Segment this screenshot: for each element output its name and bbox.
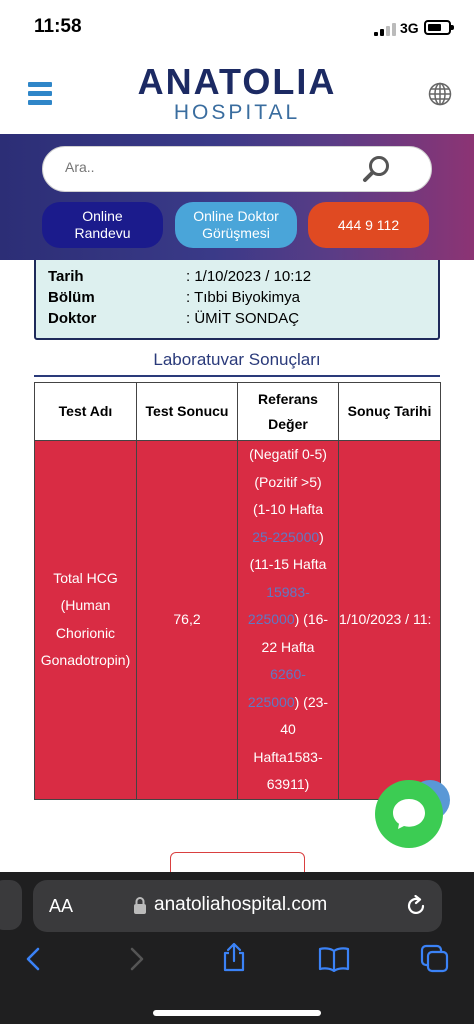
chat-button[interactable] [375,780,443,848]
search-box[interactable] [42,146,432,192]
reference-line [240,716,336,744]
site-header [0,56,474,134]
reference-text: 63911) [266,776,310,792]
test-result-cell: 76,2 [137,441,238,800]
reference-line [240,661,336,689]
previous-tab-stub[interactable] [0,880,22,930]
header-test-result: Test Sonucu [137,383,238,441]
online-doktor-label: Online Doktor Görüşmesi [193,208,279,241]
doktor-label: Doktor [48,310,97,327]
chat-bubble-icon [391,796,427,832]
lab-results-title: Laboratuvar Sonuçları [153,350,321,369]
tarih-value: : 1/10/2023 / 10:12 [186,268,312,285]
reference-text: 40 [280,721,296,737]
menu-icon[interactable] [28,82,52,106]
lock-icon [133,896,147,916]
reference-text: 22 Hafta [261,638,315,655]
header-result-date: Sonuç Tarihi [339,383,441,441]
reference-text: (Pozitif >5) [254,473,322,490]
reference-line [240,469,336,497]
tabs-icon[interactable] [420,944,450,974]
online-doktor-button[interactable] [175,202,297,248]
header-reference-label: Referans Değer [258,390,318,432]
reference-line [240,606,336,634]
reference-suffix: ) (16- [294,611,329,627]
info-row-bolum [48,289,300,306]
reference-text: Hafta1583- [253,748,323,765]
test-name-cell: Total HCG (Human Chorionic Gonadotropin) [35,441,137,800]
sticky-action-band [0,134,474,260]
status-bar [0,0,474,56]
bolum-value: : Tıbbi Biyokimya [186,289,300,306]
reader-aa-button[interactable] [49,896,73,917]
reference-link[interactable]: 225000 [247,693,295,710]
signal-icon [374,22,396,36]
reference-line [240,579,336,607]
info-row-tarih [48,268,311,285]
reference-link[interactable]: 25-225000 [252,528,320,545]
bookmarks-icon[interactable] [318,946,350,972]
lab-results-table [34,382,441,800]
phone-label: 444 9 112 [337,216,400,233]
reference-link[interactable]: 15983- [266,583,310,600]
address-bar[interactable] [33,880,442,932]
battery-icon [424,20,451,35]
logo-main-text: ANATOLIA [137,61,337,102]
reference-suffix: ) [319,528,324,545]
share-icon[interactable] [220,942,248,972]
home-indicator [153,1010,321,1016]
reference-link[interactable]: 6260- [270,666,306,682]
lab-title-underline [34,375,440,377]
hospital-logo[interactable] [118,62,356,124]
search-input[interactable] [65,159,345,175]
online-randevu-label: Online Randevu [74,208,131,241]
header-test-name: Test Adı [35,383,137,441]
reference-line [240,689,336,717]
globe-icon[interactable] [428,82,452,106]
table-row [35,441,441,800]
reload-icon[interactable] [405,895,427,917]
bolum-label: Bölüm [48,289,95,306]
doktor-value: : ÜMİT SONDAÇ [186,310,300,327]
info-row-doktor [48,310,299,327]
reference-link[interactable]: 225000 [247,611,295,627]
reference-suffix: ) (23- [294,693,329,710]
table-header-row [35,383,441,441]
forward-icon[interactable] [124,946,148,972]
tarih-label: Tarih [48,268,84,285]
reference-line [240,551,336,579]
header-reference [238,383,339,441]
reference-line [240,524,336,552]
search-icon[interactable] [361,154,391,184]
aa-label: AA [49,896,74,916]
reference-text: (1-10 Hafta [252,501,324,517]
browser-toolbar [0,872,474,1024]
logo-sub-text: HOSPITAL [173,101,301,124]
reference-line [240,496,336,524]
url-text: anatoliahospital.com [154,894,328,915]
result-date-cell: 1/10/2023 / 11: [339,441,441,800]
reference-cell [238,441,339,800]
reference-line [240,744,336,772]
phone-button[interactable] [308,202,429,248]
reference-text: (11-15 Hafta [249,556,327,572]
reference-line [240,441,336,469]
back-icon[interactable] [22,946,46,972]
reference-text: (Negatif 0-5) [249,446,327,462]
reference-line [240,771,336,799]
online-randevu-button[interactable] [42,202,163,248]
network-type: 3G [400,20,419,36]
reference-line [240,634,336,662]
status-time: 11:58 [34,16,82,37]
